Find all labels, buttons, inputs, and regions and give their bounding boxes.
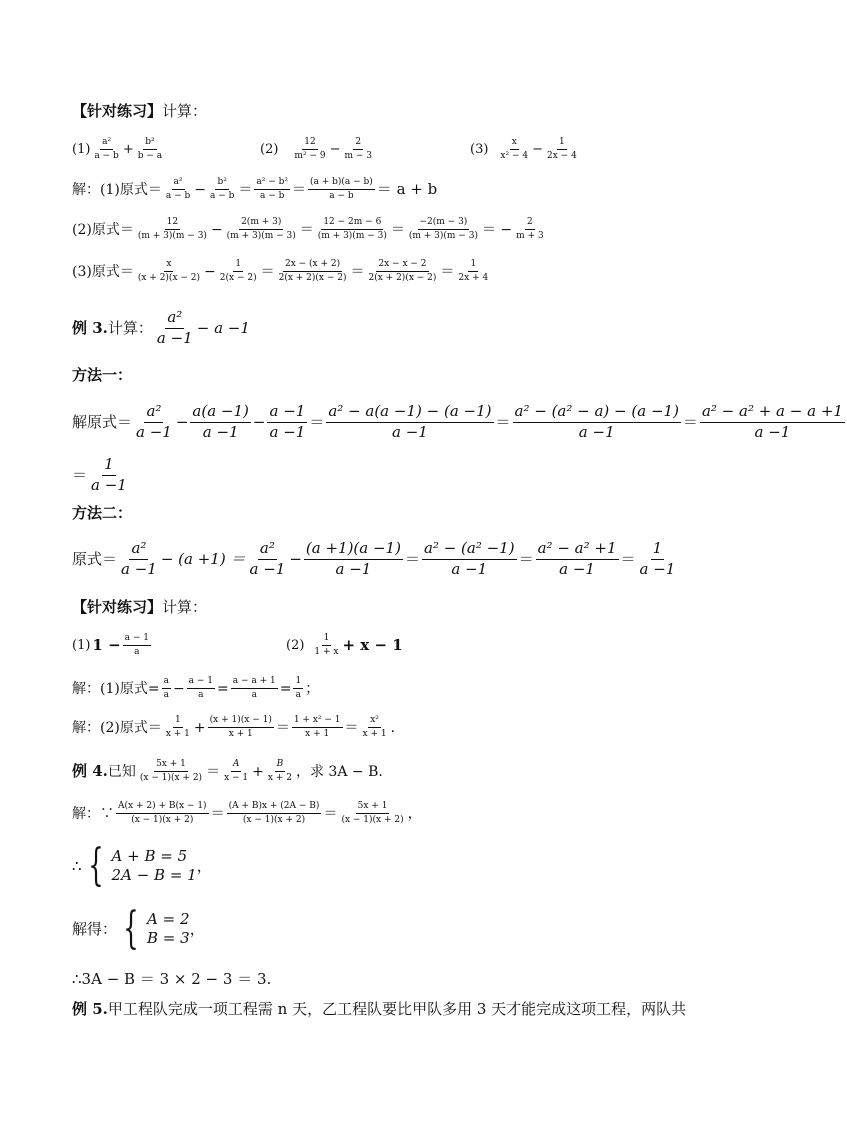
fraction xyxy=(155,310,195,347)
math-text: 1 xyxy=(233,260,243,272)
method1-heading: 方法一： xyxy=(72,366,133,384)
math-text: 解：(1)原式＝ xyxy=(72,181,162,198)
math-text: a −1 xyxy=(91,475,127,494)
fraction xyxy=(116,802,209,826)
math-text: ， xyxy=(189,919,205,938)
math-text: a −1 xyxy=(202,422,239,441)
math-text: a −1 xyxy=(267,404,307,423)
math-text: − xyxy=(204,263,216,280)
math-text: x + 1 xyxy=(228,729,253,740)
math-text: a² − (a² − a) − (a −1) xyxy=(513,404,681,423)
math-text: 12 xyxy=(165,218,180,230)
math-text: 2x − 4 xyxy=(547,151,577,162)
example4-question xyxy=(72,760,383,784)
fraction xyxy=(208,178,236,202)
fraction xyxy=(304,541,403,578)
math-text: 2A − B = 1 xyxy=(111,866,197,884)
math-text: a −1 xyxy=(754,422,791,441)
fraction xyxy=(407,218,480,242)
example5-text: 甲工程队完成一项工程需 n 天，乙工程队要比甲队多用 3 天才能完成这项工程，两队共 xyxy=(107,1000,687,1018)
math-text: − (a +1) ＝ xyxy=(160,549,246,568)
math-text: a² xyxy=(129,541,148,560)
math-text: − xyxy=(252,412,266,431)
math-text: a² xyxy=(165,310,184,329)
math-text: x − 1 xyxy=(224,773,249,784)
example3-label: 例 3. xyxy=(72,318,108,337)
fraction xyxy=(190,404,250,441)
fraction xyxy=(208,716,274,740)
example4-label: 例 4. xyxy=(72,762,108,781)
math-text: m − 3 xyxy=(344,151,372,162)
practice1-heading-line xyxy=(72,104,207,119)
math-text: a xyxy=(163,690,169,701)
math-text: a −1 xyxy=(578,422,615,441)
math-text: ＝ − xyxy=(481,221,513,238)
math-text: 12 − 2m − 6 xyxy=(321,218,383,230)
math-text: (x + 1)(x − 1) xyxy=(208,716,274,728)
method2-heading: 方法二： xyxy=(72,504,133,522)
math-text: 1 xyxy=(651,541,665,560)
math-text: x xyxy=(164,260,173,272)
p1-q2 xyxy=(260,138,470,162)
p1-q3-frac-b xyxy=(545,138,579,162)
math-text: 1 xyxy=(557,138,567,150)
math-text: a(a −1) xyxy=(190,404,250,423)
math-text: 2(x + 2)(x − 2) xyxy=(278,273,347,284)
practice1-questions xyxy=(72,138,581,162)
math-text: x + 1 xyxy=(165,729,190,740)
fraction xyxy=(277,260,349,284)
math-text: ＝ xyxy=(620,549,636,568)
math-text: 解原式＝ xyxy=(72,412,133,431)
p1-q1 xyxy=(72,138,260,162)
math-text: 1 + x² − 1 xyxy=(292,716,343,728)
math-text: (a +1)(a −1) xyxy=(304,541,403,560)
fraction xyxy=(308,178,375,202)
math-text: = xyxy=(279,680,292,697)
method1-line1 xyxy=(72,404,847,441)
math-text: 解得： xyxy=(72,919,118,938)
fraction xyxy=(138,760,204,784)
fraction xyxy=(134,404,174,441)
math-text: (m + 3)(m − 3) xyxy=(317,231,387,242)
example5-line xyxy=(72,1002,686,1017)
math-text: ＝ xyxy=(260,263,275,280)
p2-solution-2 xyxy=(72,716,395,740)
fraction xyxy=(227,802,322,826)
math-text: m² − 9 xyxy=(294,151,326,162)
fraction xyxy=(136,260,202,284)
math-text: (a + b)(a − b) xyxy=(308,178,375,190)
math-text: 1 xyxy=(293,677,303,689)
math-text: (x − 1)(x + 2) xyxy=(139,773,203,784)
p1-solution-3 xyxy=(72,260,492,284)
math-text: 1 xyxy=(102,457,116,476)
fraction xyxy=(254,178,290,202)
math-text: ＝ xyxy=(404,549,420,568)
math-text: (A + B)x + (2A − B) xyxy=(227,802,322,814)
p2-solution-1 xyxy=(72,677,319,701)
math-text: A(x + 2) + B(x − 1) xyxy=(116,802,209,814)
math-text: ， xyxy=(407,805,422,822)
math-text: 12 xyxy=(302,138,317,150)
math-text: 5x + 1 xyxy=(356,802,390,814)
p1-q1-frac-a xyxy=(92,138,120,162)
math-text: ＝ xyxy=(210,805,225,822)
fraction xyxy=(361,716,389,740)
math-text: a −1 xyxy=(136,422,172,441)
p1-q2-frac-a xyxy=(292,138,327,162)
math-text: a² xyxy=(258,541,277,560)
math-text: − xyxy=(532,142,544,158)
fraction xyxy=(222,760,250,784)
math-text: ＝ xyxy=(72,465,88,484)
fraction xyxy=(231,677,278,701)
math-text: x + 1 xyxy=(362,729,387,740)
math-text: (m + 3)(m − 3) xyxy=(137,231,207,242)
math-text: ＝ xyxy=(344,719,359,736)
math-text: ， xyxy=(196,856,212,875)
math-text: a −1 xyxy=(269,422,306,441)
p1-q3 xyxy=(470,138,581,162)
fraction xyxy=(119,541,159,578)
math-text: a − b xyxy=(94,151,119,162)
math-text: 解：(2)原式＝ xyxy=(72,719,162,736)
math-text: ＝ xyxy=(206,763,221,780)
fraction xyxy=(422,541,517,578)
math-text: a² − b² xyxy=(254,178,290,190)
math-text: a² − (a² −1) xyxy=(422,541,517,560)
math-text: ∴ xyxy=(72,856,82,875)
practice2-heading-line xyxy=(72,600,207,615)
fraction xyxy=(456,260,490,284)
math-text: a − 1 xyxy=(187,677,215,689)
math-text: A = 2 xyxy=(147,910,190,928)
math-text: ＝ xyxy=(440,263,455,280)
math-text: (x + 2)(x − 2) xyxy=(137,273,201,284)
math-text: − xyxy=(210,221,223,238)
math-text: a −1 xyxy=(392,422,428,441)
math-text: 计算： xyxy=(162,598,208,616)
math-text: ＝ xyxy=(323,805,338,822)
math-text: x xyxy=(510,138,519,150)
math-text: ＝ a + b xyxy=(376,180,438,199)
p1-solution-2 xyxy=(72,218,548,242)
math-text: a −1 xyxy=(249,559,286,578)
math-text: + xyxy=(252,763,264,780)
math-text: a − b xyxy=(165,191,191,202)
math-text: a xyxy=(295,690,302,701)
math-text: (2)原式＝ xyxy=(72,221,134,238)
math-text: a xyxy=(162,677,171,689)
math-text: a −1 xyxy=(559,559,595,578)
math-text: 2(x + 2)(x − 2) xyxy=(368,273,437,284)
math-text: 已知 xyxy=(107,763,136,780)
math-text: a xyxy=(251,690,257,701)
fraction xyxy=(266,760,294,784)
fraction xyxy=(312,634,340,658)
fraction xyxy=(187,677,215,701)
left-brace-icon: { xyxy=(123,903,139,954)
example4-system2 xyxy=(72,903,205,954)
math-text: a² xyxy=(172,178,185,190)
math-text: −2(m − 3) xyxy=(418,218,470,230)
practice2-heading: 【针对练习】 xyxy=(72,598,163,616)
math-text: 1 − xyxy=(92,636,121,655)
example4-final: ∴3A − B ＝ 3 × 2 − 3 ＝ 3. xyxy=(72,970,272,988)
math-text: 解：∵ xyxy=(72,805,114,822)
math-text: ，求 3A − B. xyxy=(295,763,383,780)
method1-line2 xyxy=(72,457,131,494)
math-text: a − b xyxy=(209,191,235,202)
math-text: (3) xyxy=(470,142,489,158)
math-text: 2x − x − 2 xyxy=(376,260,428,272)
fraction xyxy=(164,716,192,740)
math-text: ＝ xyxy=(390,221,405,238)
math-text: ； xyxy=(305,680,320,697)
fraction xyxy=(513,404,681,441)
math-text: (2) xyxy=(260,142,279,158)
p1-q3-frac-a xyxy=(498,138,530,162)
fraction xyxy=(89,457,129,494)
example5-label: 例 5. xyxy=(72,1000,108,1018)
math-text: a −1 xyxy=(451,559,488,578)
fraction xyxy=(162,677,171,701)
math-text: (x − 1)(x + 2) xyxy=(341,815,404,826)
math-text: 解：(1)原式= xyxy=(72,680,160,697)
fraction xyxy=(339,802,405,826)
math-text: 1 xyxy=(468,260,478,272)
fraction xyxy=(316,218,389,242)
math-text: − xyxy=(175,412,189,431)
math-text: x + 1 xyxy=(305,729,330,740)
math-text: 1 xyxy=(173,716,183,728)
math-text: 原式＝ xyxy=(72,549,118,568)
example4-system1 xyxy=(72,840,212,891)
math-text: a xyxy=(134,647,140,658)
fraction xyxy=(136,218,209,242)
math-text: x² xyxy=(368,716,381,728)
math-text: ＝ xyxy=(350,263,365,280)
math-text: 2x − (x + 2) xyxy=(283,260,342,272)
math-text: + xyxy=(122,142,134,158)
math-text: a² xyxy=(100,138,113,150)
math-text: 2(m + 3) xyxy=(239,218,283,230)
math-text: 2 xyxy=(353,138,363,150)
math-text: ＝ xyxy=(309,412,325,431)
math-text: ＝ xyxy=(275,719,290,736)
math-text: a² xyxy=(144,404,163,423)
fraction xyxy=(225,218,298,242)
math-text: 计算： xyxy=(107,318,153,337)
math-text: − xyxy=(172,680,185,697)
math-text: a xyxy=(198,690,204,701)
math-text: 1 xyxy=(322,634,332,646)
math-text: ＝ xyxy=(682,412,698,431)
left-brace-icon: { xyxy=(87,840,104,891)
fraction xyxy=(367,260,439,284)
math-text: a² − a² + a − a +1 xyxy=(700,404,845,423)
math-text: (3)原式＝ xyxy=(72,263,134,280)
fraction xyxy=(267,404,307,441)
math-text: 2x + 4 xyxy=(458,273,489,284)
p2-q2 xyxy=(286,634,403,658)
math-text: ＝ xyxy=(291,181,306,198)
math-text: a − b xyxy=(259,191,285,202)
math-text: + xyxy=(193,719,206,736)
fraction xyxy=(218,260,259,284)
math-text: a − 1 xyxy=(123,634,151,646)
math-text: . xyxy=(390,719,396,736)
math-text: m + 3 xyxy=(516,231,544,242)
fraction xyxy=(293,677,303,701)
math-text: ＝ xyxy=(299,221,314,238)
math-text: a − b xyxy=(329,191,354,202)
math-text: a −1 xyxy=(335,559,372,578)
fraction xyxy=(536,541,619,578)
math-text: (m + 3)(m − 3) xyxy=(408,231,478,242)
fraction xyxy=(326,404,493,441)
math-text: a −1 xyxy=(121,559,157,578)
math-text: (x − 1)(x + 2) xyxy=(242,815,306,826)
practice2-questions xyxy=(72,634,403,658)
fraction xyxy=(638,541,678,578)
fraction xyxy=(292,716,343,740)
p1-solution-1 xyxy=(72,178,437,202)
math-text: x + 2 xyxy=(267,773,292,784)
math-text: ＝ xyxy=(518,549,534,568)
fraction xyxy=(164,178,192,202)
math-text: 1 + x xyxy=(314,647,339,658)
fraction xyxy=(514,218,546,242)
example4-solution xyxy=(72,802,422,826)
math-text: a² − a² +1 xyxy=(536,541,619,560)
math-text: b² xyxy=(215,178,228,190)
math-text: 5x + 1 xyxy=(154,760,188,772)
fraction xyxy=(123,634,151,658)
math-text: b² xyxy=(143,138,156,150)
p1-q1-frac-b xyxy=(136,138,164,162)
math-text: − xyxy=(289,549,302,568)
math-text: B = 3 xyxy=(147,929,190,947)
math-text: a −1 xyxy=(156,328,193,347)
math-text: ＝ xyxy=(495,412,511,431)
fraction xyxy=(247,541,287,578)
math-text: − xyxy=(329,142,341,158)
math-text: A xyxy=(231,760,242,772)
example3-question xyxy=(72,310,250,347)
math-text: 2 xyxy=(525,218,535,230)
math-text: + x − 1 xyxy=(342,636,403,655)
p2-q1 xyxy=(72,634,286,658)
math-text: ＝ xyxy=(238,181,253,198)
math-text: (1) xyxy=(72,142,91,158)
math-text: − xyxy=(194,181,206,198)
math-text: (1) xyxy=(72,638,91,654)
method2-line xyxy=(72,541,679,578)
math-text: A + B = 5 xyxy=(111,847,188,865)
math-text: a − a + 1 xyxy=(231,677,278,689)
math-text: (m + 3)(m − 3) xyxy=(226,231,296,242)
math-text: a −1 xyxy=(639,559,676,578)
math-text: x² − 4 xyxy=(500,151,529,162)
math-text: (x − 1)(x + 2) xyxy=(131,815,194,826)
math-text: B xyxy=(275,760,286,772)
practice1-calc: 计算： xyxy=(162,102,208,120)
math-text: a² − a(a −1) − (a −1) xyxy=(326,404,493,423)
practice1-heading: 【针对练习】 xyxy=(72,102,163,120)
fraction xyxy=(700,404,845,441)
math-text: = xyxy=(217,680,229,697)
p1-q2-frac-b xyxy=(342,138,374,162)
math-text: − a −1 xyxy=(196,318,250,337)
math-text: (2) xyxy=(286,638,305,654)
math-text: b − a xyxy=(137,151,163,162)
math-text: 2(x − 2) xyxy=(219,273,257,284)
